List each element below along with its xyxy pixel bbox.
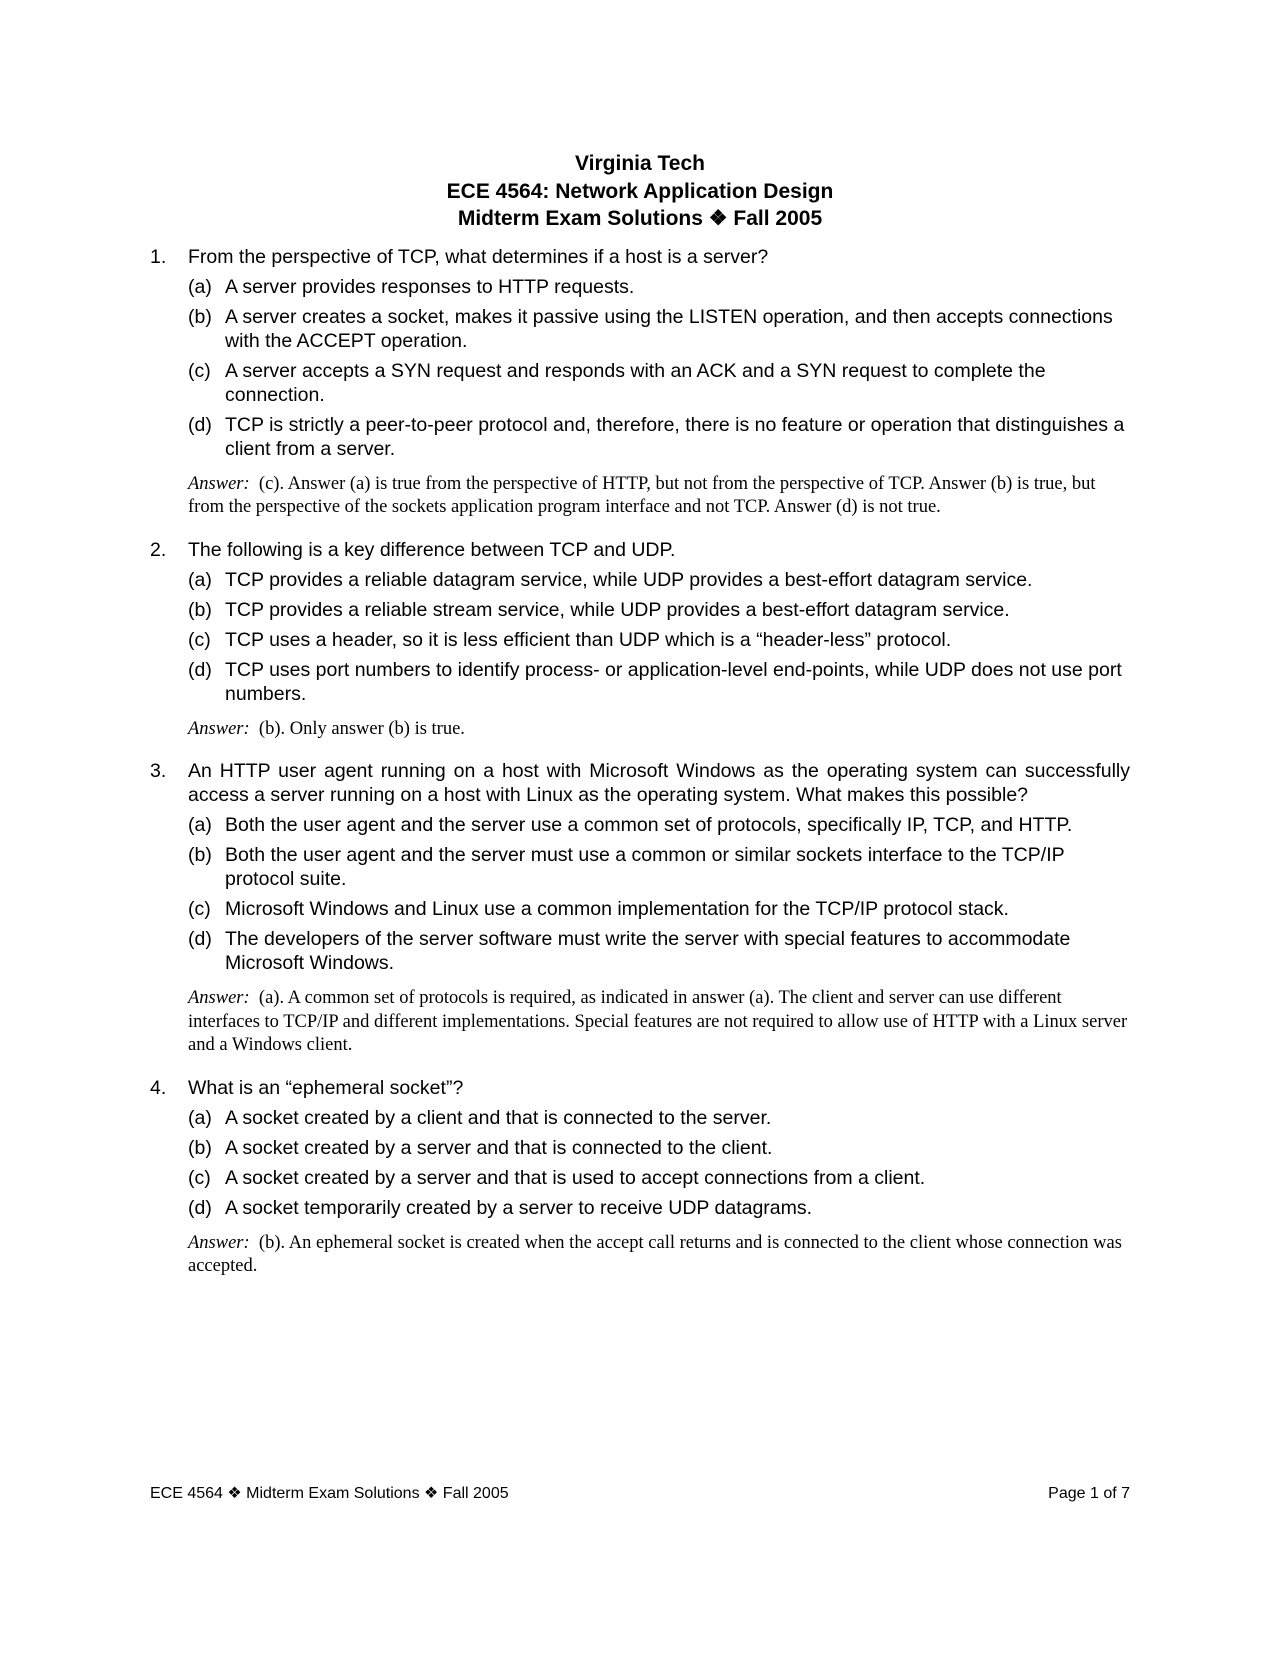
option-c xyxy=(188,359,1130,407)
question-1 xyxy=(150,245,1130,520)
document-header xyxy=(150,150,1130,233)
answer-label: Answer: xyxy=(188,1232,250,1253)
question-4 xyxy=(150,1076,1130,1279)
answer-text: (b). Only answer (b) is true. xyxy=(258,718,465,739)
answer-label: Answer: xyxy=(188,718,250,739)
option-list xyxy=(188,1106,1130,1220)
option-c xyxy=(188,1166,1130,1190)
question-stem: An HTTP user agent running on a host with Microsoft Windows as the operating system can successfully access a server running on a host with Linux as the operating system. What makes this possible? xyxy=(188,760,1130,806)
option-letter: (b) xyxy=(188,598,212,621)
option-text: A server creates a socket, makes it passive using the LISTEN operation, and then accepts connections with the ACCEPT operation. xyxy=(225,305,1113,352)
option-text: Both the user agent and the server use a common set of protocols, specifically IP, TCP, and HTTP. xyxy=(225,814,1073,836)
option-letter: (c) xyxy=(188,1166,211,1189)
option-text: A socket created by a server and that is used to accept connections from a client. xyxy=(225,1166,926,1189)
question-stem: From the perspective of TCP, what determines if a host is a server? xyxy=(188,245,769,268)
page-number: Page 1 of 7 xyxy=(1048,1485,1130,1502)
option-text: TCP uses a header, so it is less efficient than UDP which is a “header-less” protocol. xyxy=(225,628,952,651)
option-text: A socket created by a client and that is connected to the server. xyxy=(225,1106,772,1129)
option-letter: (a) xyxy=(188,568,212,591)
option-text: TCP is strictly a peer-to-peer protocol and, therefore, there is no feature or operation that distinguishes a client from a server. xyxy=(225,413,1125,460)
page-footer xyxy=(150,1484,1130,1504)
option-text: TCP uses port numbers to identify process- or application-level end-points, while UDP does not use port numbers. xyxy=(225,658,1122,705)
question-number: 1. xyxy=(150,245,167,268)
option-text: A server accepts a SYN request and responds with an ACK and a SYN request to complete the connection. xyxy=(225,359,1046,406)
option-letter: (c) xyxy=(188,359,211,382)
option-text: The developers of the server software must write the server with special features to accommodate Microsoft Windows. xyxy=(225,928,1071,974)
question-stem: The following is a key difference between TCP and UDP. xyxy=(188,538,676,561)
option-text: A socket created by a server and that is connected to the client. xyxy=(225,1136,773,1159)
answer-text: (b). An ephemeral socket is created when the accept call returns and is connected to the client whose connection was accepted. xyxy=(188,1232,1122,1276)
answer-text: (c). Answer (a) is true from the perspective of HTTP, but not from the perspective of TCP. Answer (b) is true, but from the perspective of the sockets application program interface and not TCP. Answer (d) is not true. xyxy=(188,473,1096,517)
question-number: 3. xyxy=(150,760,167,782)
option-list xyxy=(188,275,1130,461)
question-stem: What is an “ephemeral socket”? xyxy=(188,1076,464,1099)
option-b xyxy=(188,598,1130,622)
option-letter: (b) xyxy=(188,844,212,866)
option-letter: (a) xyxy=(188,814,212,836)
page-content xyxy=(150,150,1130,1297)
option-b xyxy=(188,305,1130,353)
answer-paragraph xyxy=(188,718,1130,742)
option-text: A server provides responses to HTTP requests. xyxy=(225,275,635,298)
option-list xyxy=(188,568,1130,706)
option-letter: (c) xyxy=(188,628,211,651)
option-c xyxy=(188,628,1130,652)
option-a xyxy=(188,275,1130,299)
option-list xyxy=(188,813,1130,975)
answer-label: Answer: xyxy=(188,473,250,494)
answer-label: Answer: xyxy=(188,988,250,1008)
option-letter: (c) xyxy=(188,898,211,920)
option-b xyxy=(188,843,1130,891)
option-d xyxy=(188,927,1130,975)
option-letter: (d) xyxy=(188,658,212,681)
option-text: Microsoft Windows and Linux use a common implementation for the TCP/IP protocol stack. xyxy=(225,898,1009,920)
option-letter: (a) xyxy=(188,275,212,298)
footer-title: ECE 4564 ❖ Midterm Exam Solutions ❖ Fall 2005 xyxy=(150,1485,509,1502)
option-a xyxy=(188,1106,1130,1130)
option-a xyxy=(188,813,1130,837)
option-b xyxy=(188,1136,1130,1160)
option-letter: (d) xyxy=(188,928,212,950)
header-institution: Virginia Tech xyxy=(575,152,705,175)
option-letter: (d) xyxy=(188,413,212,436)
option-letter: (b) xyxy=(188,1136,212,1159)
question-2 xyxy=(150,538,1130,742)
answer-text: (a). A common set of protocols is required, as indicated in answer (a). The client and server can use different interfaces to TCP/IP and different implementations. Special features are not required to allow use of HTTP with a Linux server and a Windows client. xyxy=(188,988,1128,1055)
option-c xyxy=(188,897,1130,921)
option-a xyxy=(188,568,1130,592)
answer-paragraph xyxy=(188,473,1130,520)
option-text: TCP provides a reliable datagram service, while UDP provides a best-effort datagram service. xyxy=(225,568,1033,591)
header-course: ECE 4564: Network Application Design xyxy=(446,179,834,203)
option-letter: (d) xyxy=(188,1196,212,1219)
option-d xyxy=(188,413,1130,461)
option-d xyxy=(188,1196,1130,1220)
option-letter: (b) xyxy=(188,305,212,328)
question-number: 2. xyxy=(150,538,167,561)
question-3 xyxy=(150,759,1130,1058)
question-number: 4. xyxy=(150,1076,167,1099)
option-text: Both the user agent and the server must use a common or similar sockets interface to the TCP/IP protocol suite. xyxy=(225,844,1065,890)
header-exam-title: Midterm Exam Solutions ❖ Fall 2005 xyxy=(457,207,823,230)
option-d xyxy=(188,658,1130,706)
answer-paragraph xyxy=(188,1232,1130,1279)
option-letter: (a) xyxy=(188,1106,212,1129)
option-text: A socket temporarily created by a server to receive UDP datagrams. xyxy=(225,1196,813,1219)
option-text: TCP provides a reliable stream service, while UDP provides a best-effort datagram service. xyxy=(225,598,1010,621)
answer-paragraph xyxy=(188,987,1130,1058)
